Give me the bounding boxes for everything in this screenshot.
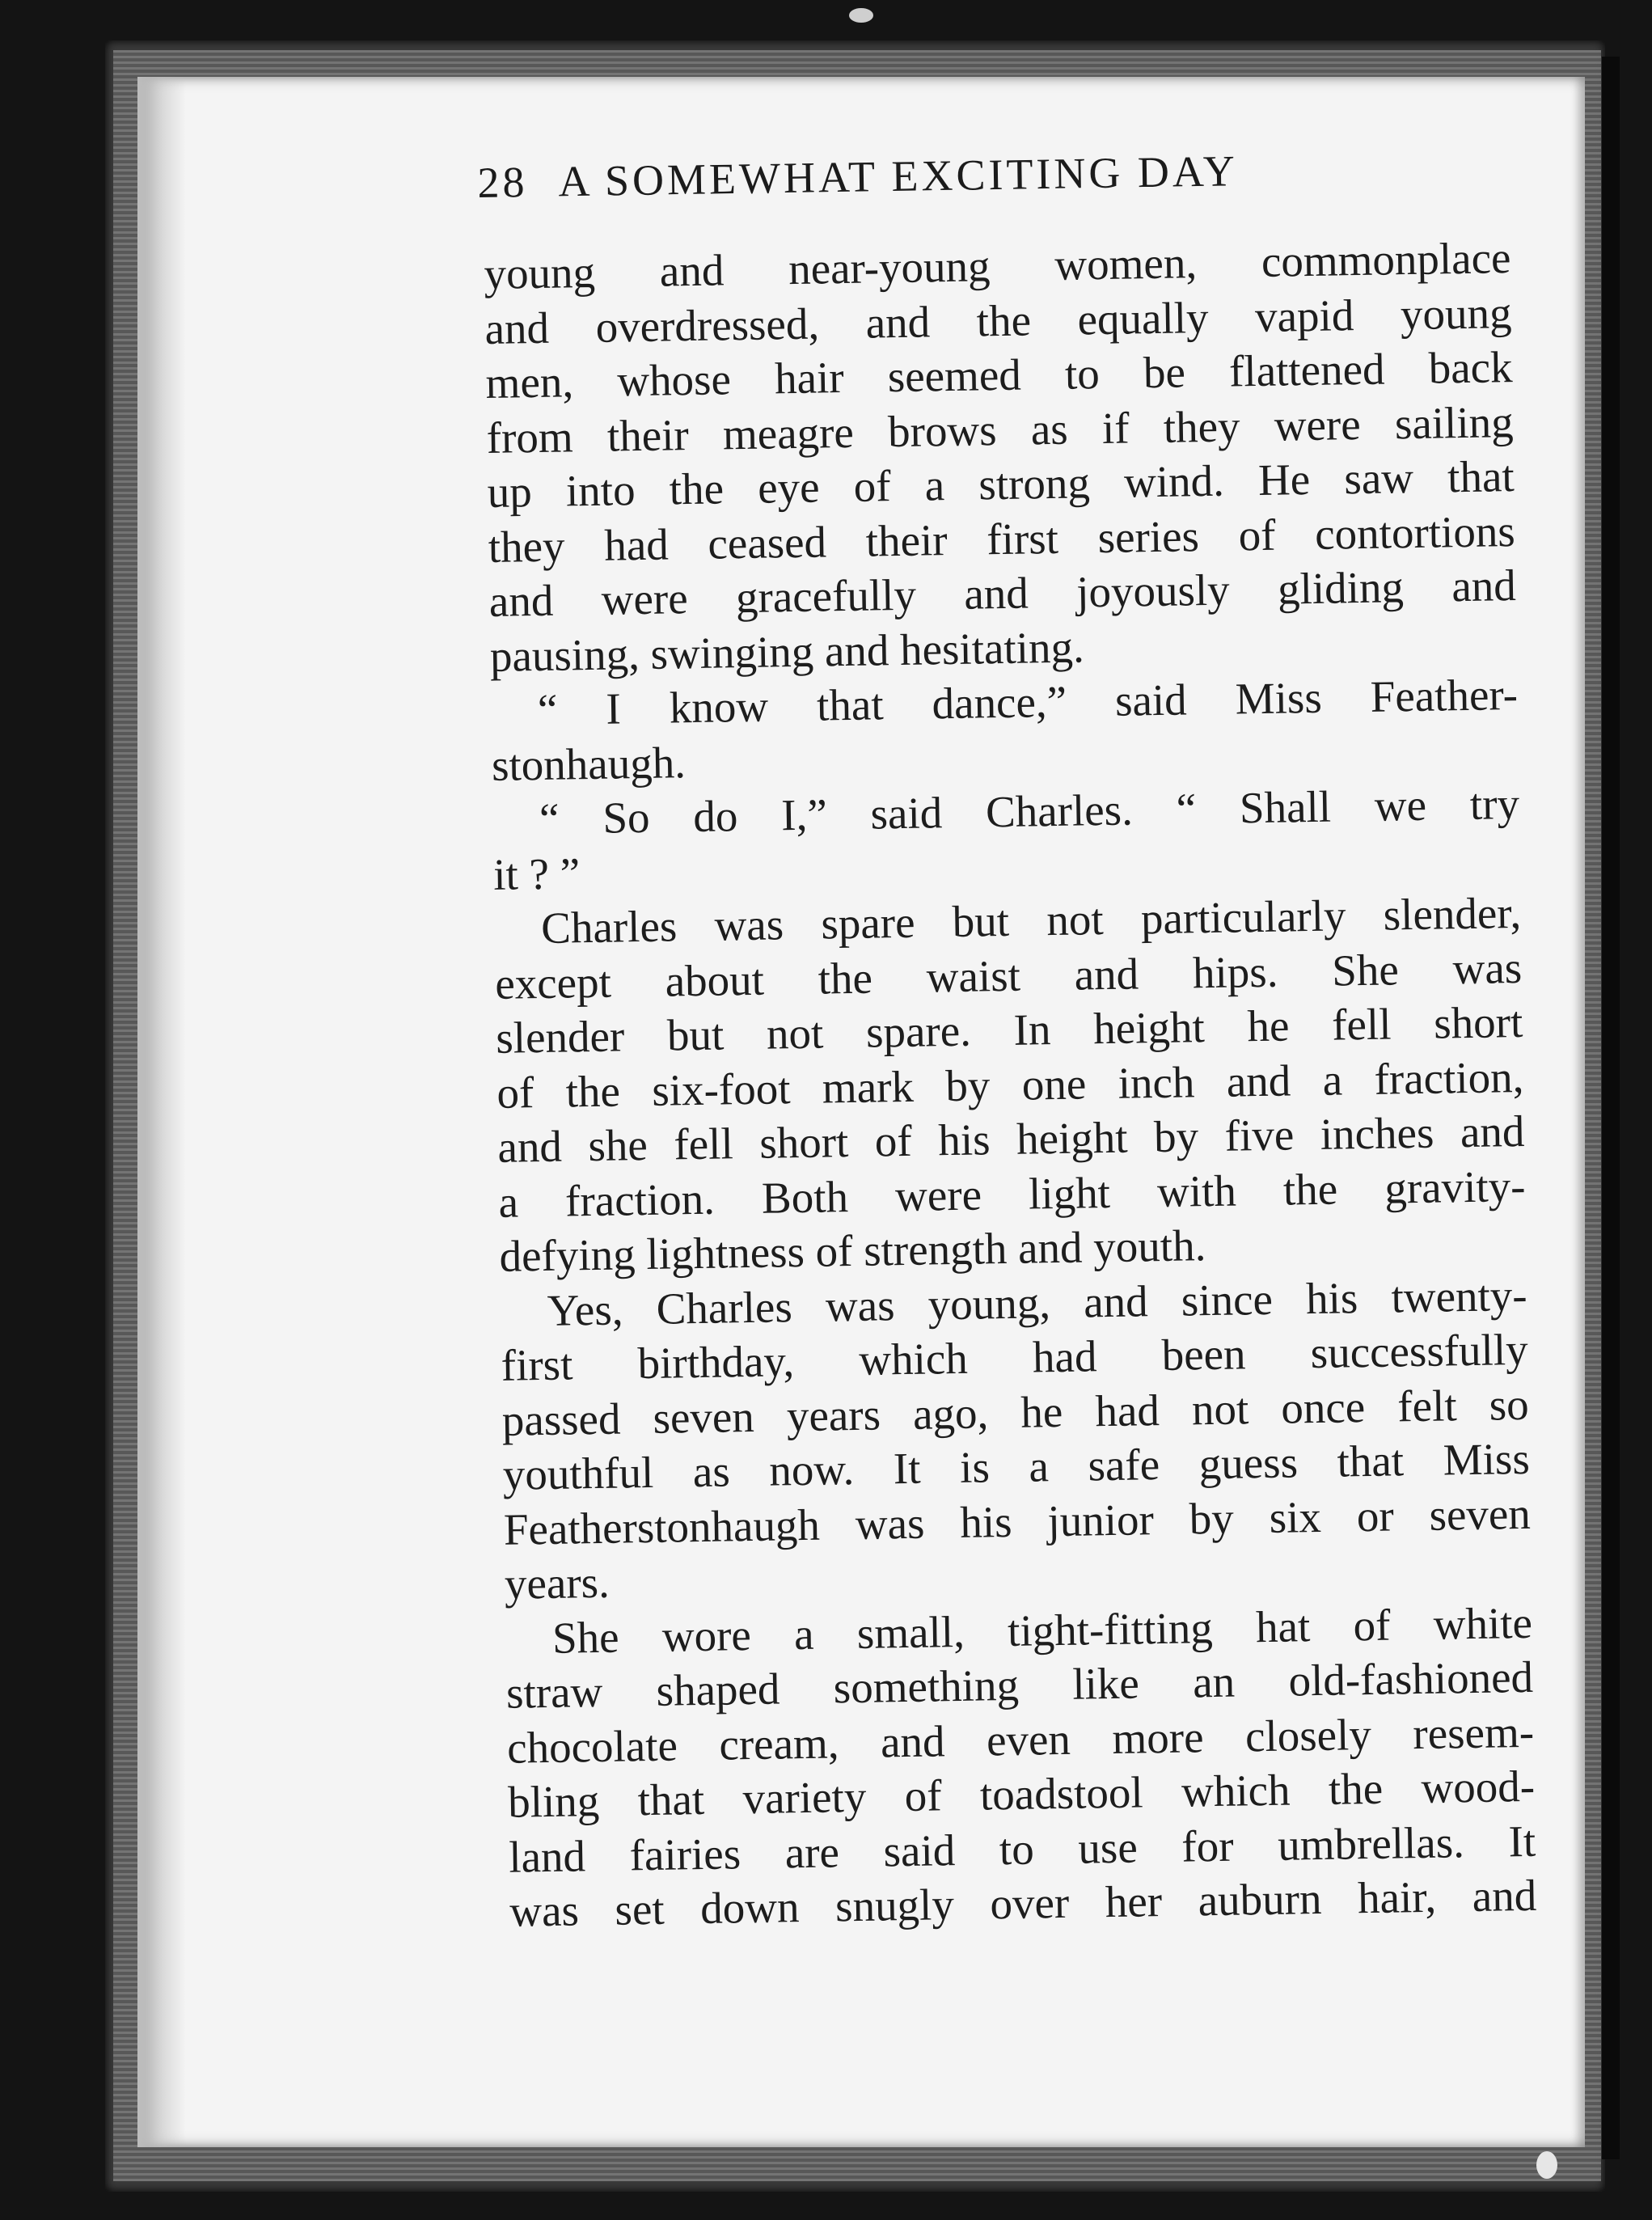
text-line: “ I know that dance,” said Miss Feather- [537,669,1519,735]
text-line: slender but not spare. In height he fell short [495,996,1523,1063]
text-line: of the six-foot mark by one inch and a fraction, [496,1051,1524,1118]
text-line: straw shaped something like an old-fashioned [505,1651,1534,1718]
text-line: from their meagre brows as if they were sailing [486,396,1515,463]
text-line: a fraction. Both were light with the gravity- [498,1161,1526,1227]
text-line: and she fell short of his height by five inches and [497,1106,1525,1172]
text-line: youthful as now. It is a safe guess that Miss [502,1433,1531,1499]
chapter-title: A SOMEWHAT EXCITING DAY [558,146,1239,206]
text-line: and overdressed, and the equally vapid young [484,287,1512,353]
text-line: it ? ” [492,848,581,899]
text-line: chocolate cream, and even more closely resem- [506,1706,1535,1773]
scan-speck [849,8,873,23]
text-line: Featherstonhaugh was his junior by six or seven [503,1488,1532,1554]
page-number: 28 [477,158,528,207]
text-line: was set down snugly over her auburn hair, and [509,1870,1537,1936]
text-line: land fairies are said to use for umbrellas. It [508,1816,1536,1882]
gutter-shadow [137,77,186,2147]
text-line: pausing, swinging and hesitating. [489,621,1085,681]
text-line: years. [504,1557,611,1609]
text-line: Charles was spare but not particularly slender, [540,887,1522,953]
text-line: defying lightness of strength and youth. [499,1220,1206,1281]
text-line: up into the eye of a strong wind. He saw that [487,451,1515,517]
text-line: first birthday, which had been successfully [501,1324,1529,1390]
text-line: She wore a small, tight-fitting hat of white [551,1597,1533,1663]
binding-shadow [1602,57,1620,2159]
text-line: “ So do I,” said Charles. “ Shall we try [539,778,1520,844]
text-line: bling that variety of toadstool which the wood- [507,1761,1536,1827]
text-line: men, whose hair seemed to be flattened back [485,342,1513,408]
text-line: Yes, Charles was young, and since his twenty- [547,1270,1527,1335]
text-line: stonhaugh. [491,737,687,790]
text-line: young and near-young women, commonplace [484,233,1511,298]
scan-speck [1536,2151,1557,2179]
text-line: they had ceased their first series of contortions [488,505,1516,572]
body-text [484,230,1537,1939]
text-line: except about the waist and hips. She was [494,942,1523,1009]
text-line: and were gracefully and joyously gliding and [488,560,1517,626]
text-line: passed seven years ago, he had not once felt so [501,1379,1530,1445]
